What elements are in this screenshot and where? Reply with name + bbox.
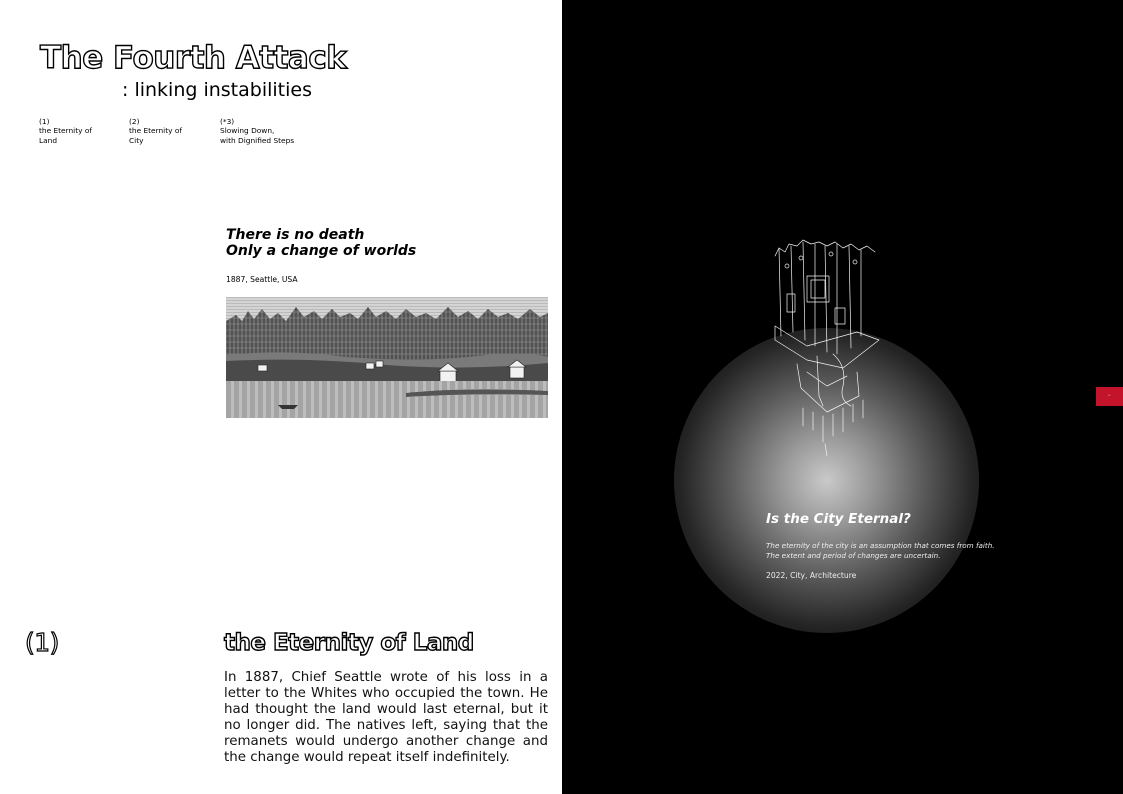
quote: [226, 227, 416, 259]
toc-line: the Eternity of: [39, 126, 92, 136]
description-line: The eternity of the city is an assumption that comes from faith.: [766, 541, 995, 550]
right-heading: Is the City Eternal?: [766, 511, 911, 527]
page-subtitle: : linking instabilities: [122, 79, 312, 101]
toc-line: Land: [39, 135, 58, 145]
page-tab-marker[interactable]: ʿʿ: [1096, 387, 1123, 406]
section-title: the Eternity of Land: [224, 630, 474, 656]
toc-number: (1): [39, 117, 50, 126]
right-description: [766, 541, 995, 560]
quote-caption: 1887, Seattle, USA: [226, 275, 298, 284]
seattle-engraving-image: [226, 297, 548, 418]
page-title: The Fourth Attack: [40, 40, 347, 76]
toc-line: Slowing Down,: [220, 126, 275, 136]
description-line: The extent and period of changes are uncertain.: [766, 550, 941, 560]
quote-line: Only a change of worlds: [226, 243, 417, 259]
toc-number: (2): [129, 117, 140, 126]
right-caption: 2022, City, Architecture: [766, 571, 857, 580]
city-sketch-drawing: [767, 236, 887, 461]
toc-item-2: [129, 117, 182, 145]
section-number: (1): [25, 628, 59, 657]
quote-line: There is no death: [226, 227, 365, 243]
right-page: [562, 0, 1123, 794]
toc-line: the Eternity of: [129, 126, 182, 136]
toc-line: with Dignified Steps: [220, 135, 295, 145]
toc-line: City: [129, 135, 144, 145]
section-body-text: In 1887, Chief Seattle wrote of his loss in a letter to the Whites who occupied the town. He had thought the land would last eternal, but it no longer did. The natives left, saying that the remanets would undergo another change and the change would repeat itself indefinitely.: [224, 670, 548, 765]
toc-item-3: [220, 117, 294, 145]
toc-number: (*3): [220, 117, 235, 126]
toc-item-1: [39, 117, 92, 145]
